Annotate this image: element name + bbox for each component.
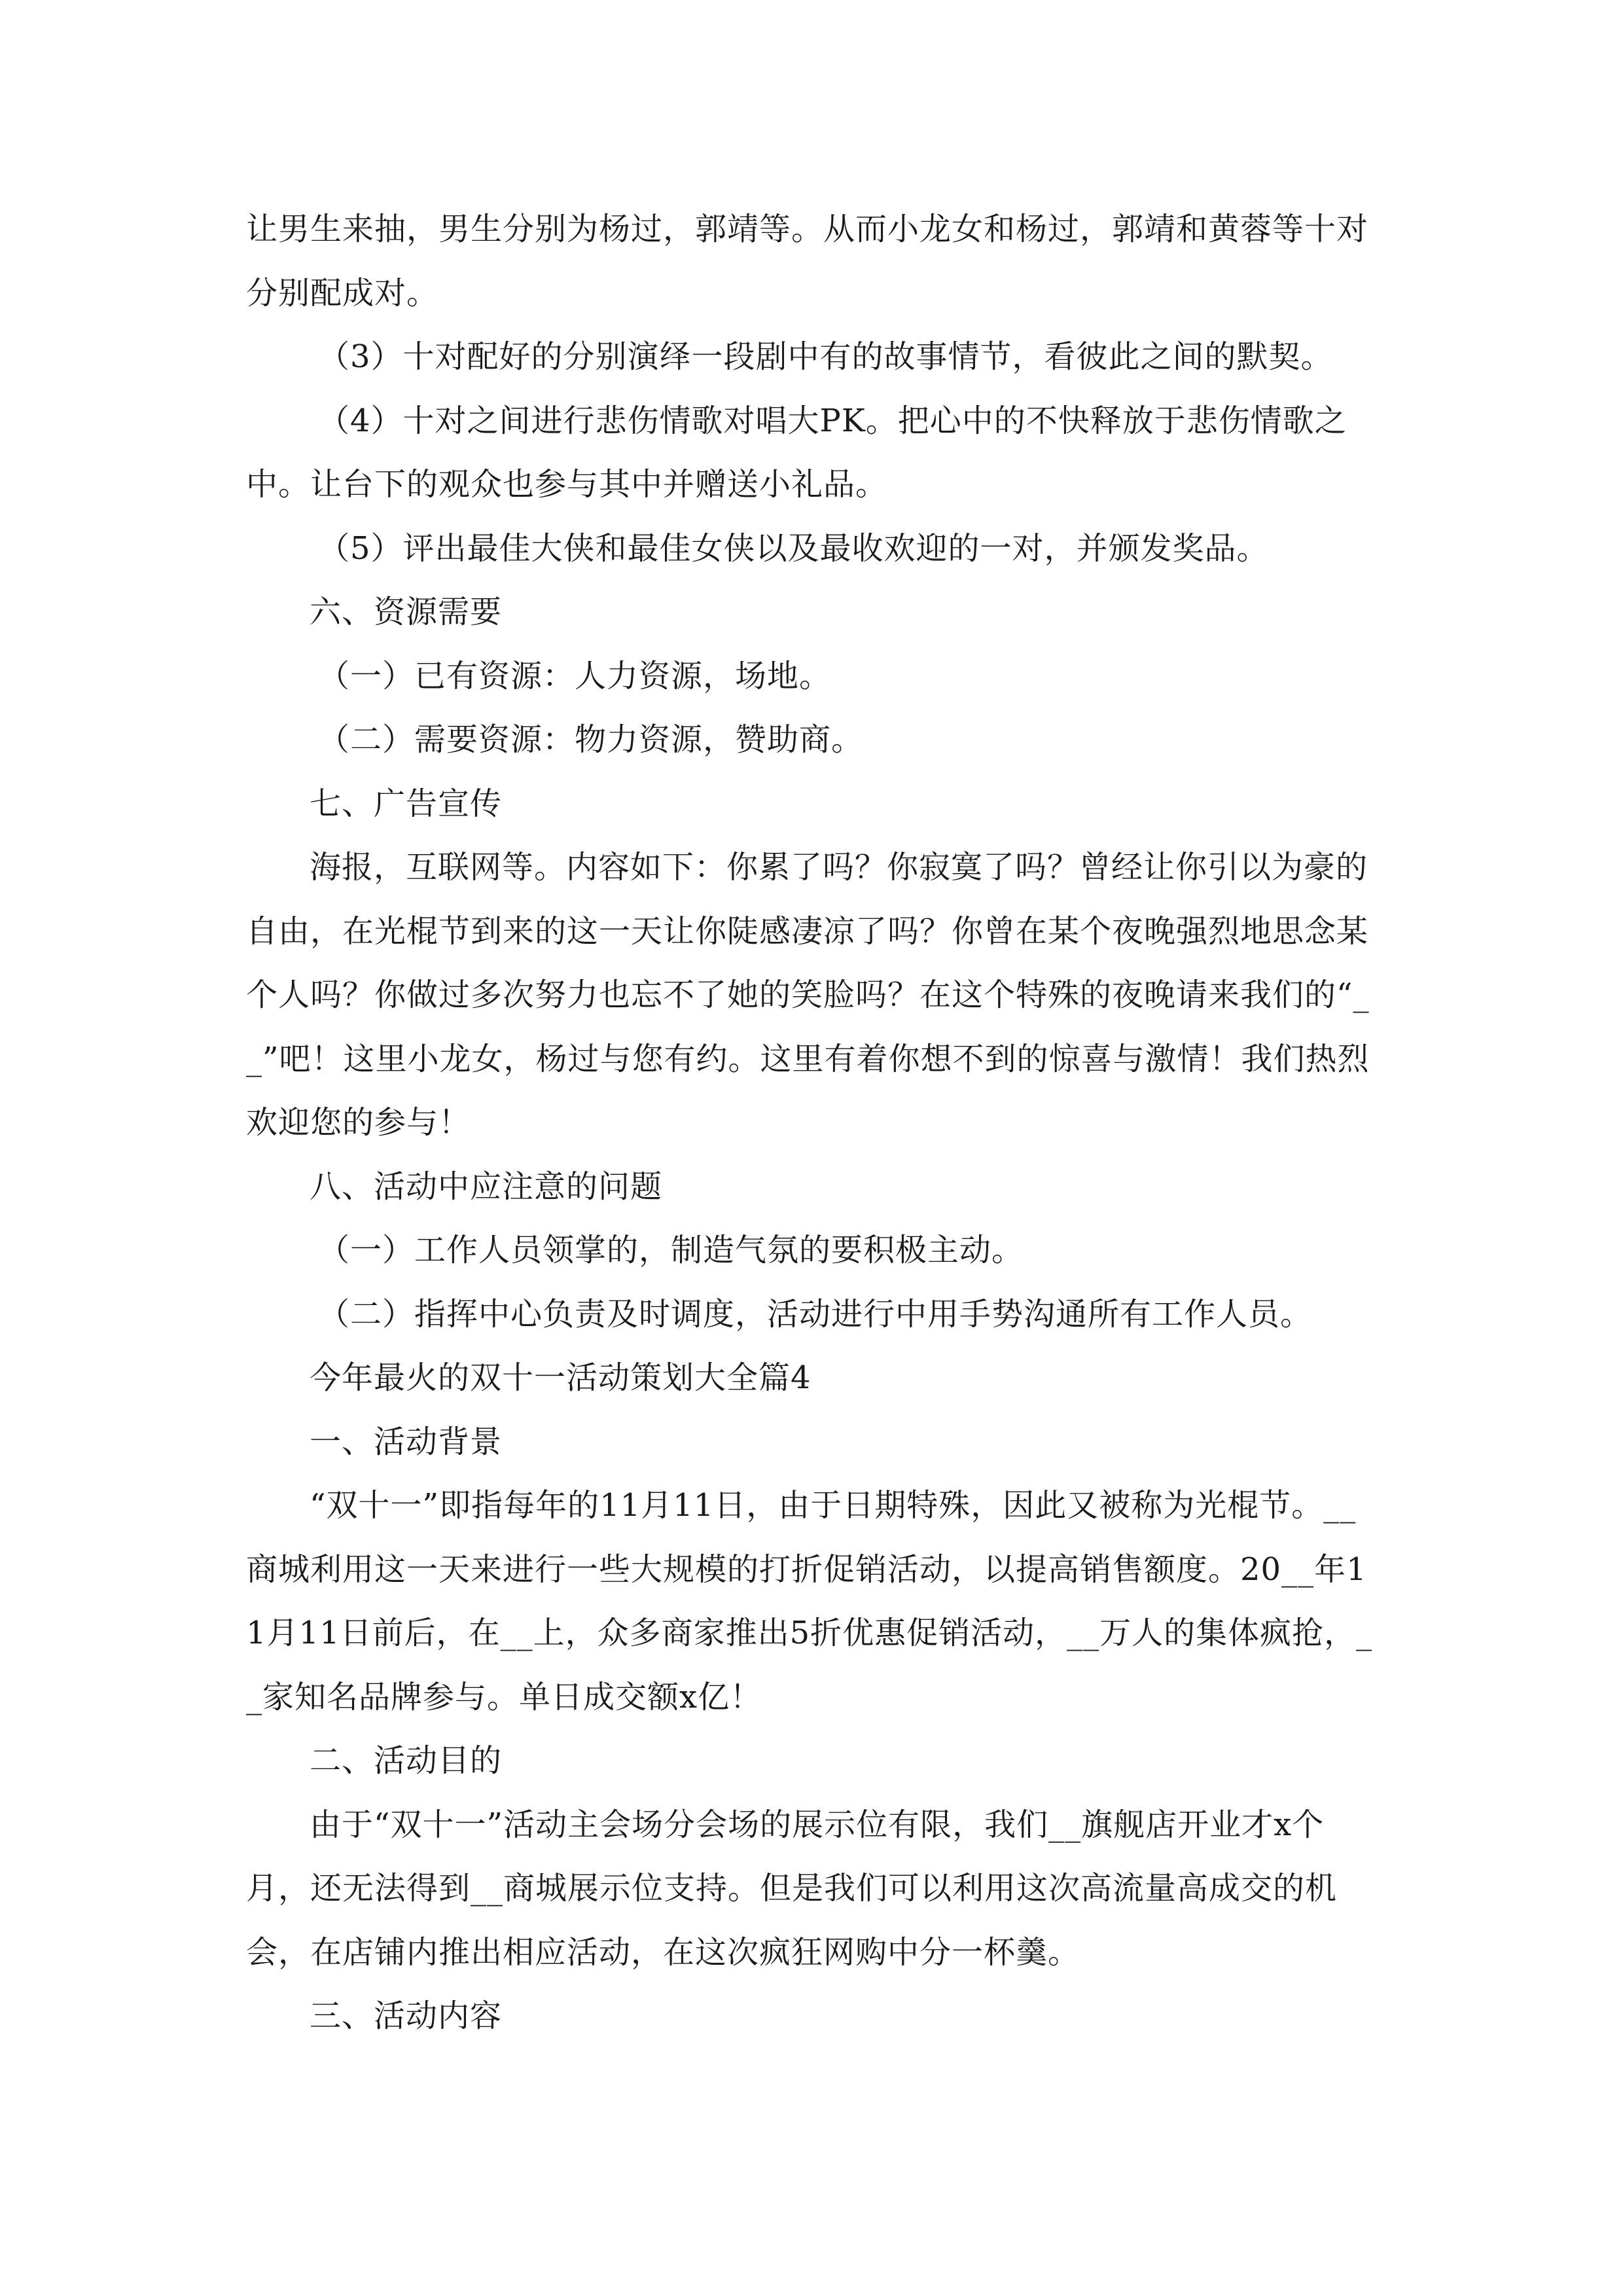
section-heading: 八、活动中应注意的问题: [310, 1168, 663, 1205]
section-heading: 三、活动内容: [310, 1998, 503, 2034]
paragraph: 海报，互联网等。内容如下：你累了吗？你寂寞了吗？曾经让你引以为豪的自由，在光棍节到来的这一天让你陡感凄凉了吗？你曾在某个夜晚强烈地思念某个人吗？你做过多次努力也忘不了她的笑脸吗？在这个特殊的夜晚请来我们的“__”吧！这里小龙女，杨过与您有约。这里有着你想不到的惊喜与激情！我们热烈欢迎您的参与！: [246, 849, 1370, 1141]
document-body: [246, 198, 1385, 2049]
list-item: （4）十对之间进行悲伤情歌对唱大PK。把心中的不快释放于悲伤情歌之中。让台下的观众也参与其中并赠送小礼品。: [246, 402, 1347, 503]
list-item: （5）评出最佳大侠和最佳女侠以及最收欢迎的一对，并颁发奖品。: [318, 529, 1269, 567]
list-item: （3）十对配好的分别演绎一段剧中有的故事情节，看彼此之间的默契。: [318, 338, 1333, 375]
article-title: 今年最火的双十一活动策划大全篇4: [310, 1359, 812, 1396]
section-heading: 七、广告宣传: [310, 785, 503, 822]
list-item: （二）需要资源：物力资源，赞助商。: [318, 721, 864, 758]
list-item: （一）工作人员领掌的，制造气氛的要积极主动。: [318, 1232, 1024, 1268]
section-heading: 二、活动目的: [310, 1742, 503, 1779]
section-heading: 六、资源需要: [310, 594, 503, 630]
list-item: （一）已有资源：人力资源，场地。: [318, 657, 832, 694]
paragraph: 由于“双十一”活动主会场分会场的展示位有限，我们__旗舰店开业才x个月，还无法得到__商城展示位支持。但是我们可以利用这次高流量高成交的机会，在店铺内推出相应活动，在这次疯狂网购中分一杯羹。: [246, 1806, 1338, 1971]
list-item: （二）指挥中心负责及时调度，活动进行中用手势沟通所有工作人员。: [318, 1295, 1313, 1333]
section-heading: 一、活动背景: [310, 1423, 503, 1460]
paragraph: 让男生来抽，男生分别为杨过，郭靖等。从而小龙女和杨过，郭靖和黄蓉等十对分别配成对。: [246, 211, 1369, 312]
paragraph: “双十一”即指每年的11月11日，由于日期特殊，因此又被称为光棍节。__商城利用这一天来进行一些大规模的打折促销活动，以提高销售额度。20__年11月11日前后，在__上，众多商家推出5折优惠促销活动，__万人的集体疯抢，__家知名品牌参与。单日成交额x亿！: [246, 1487, 1373, 1715]
